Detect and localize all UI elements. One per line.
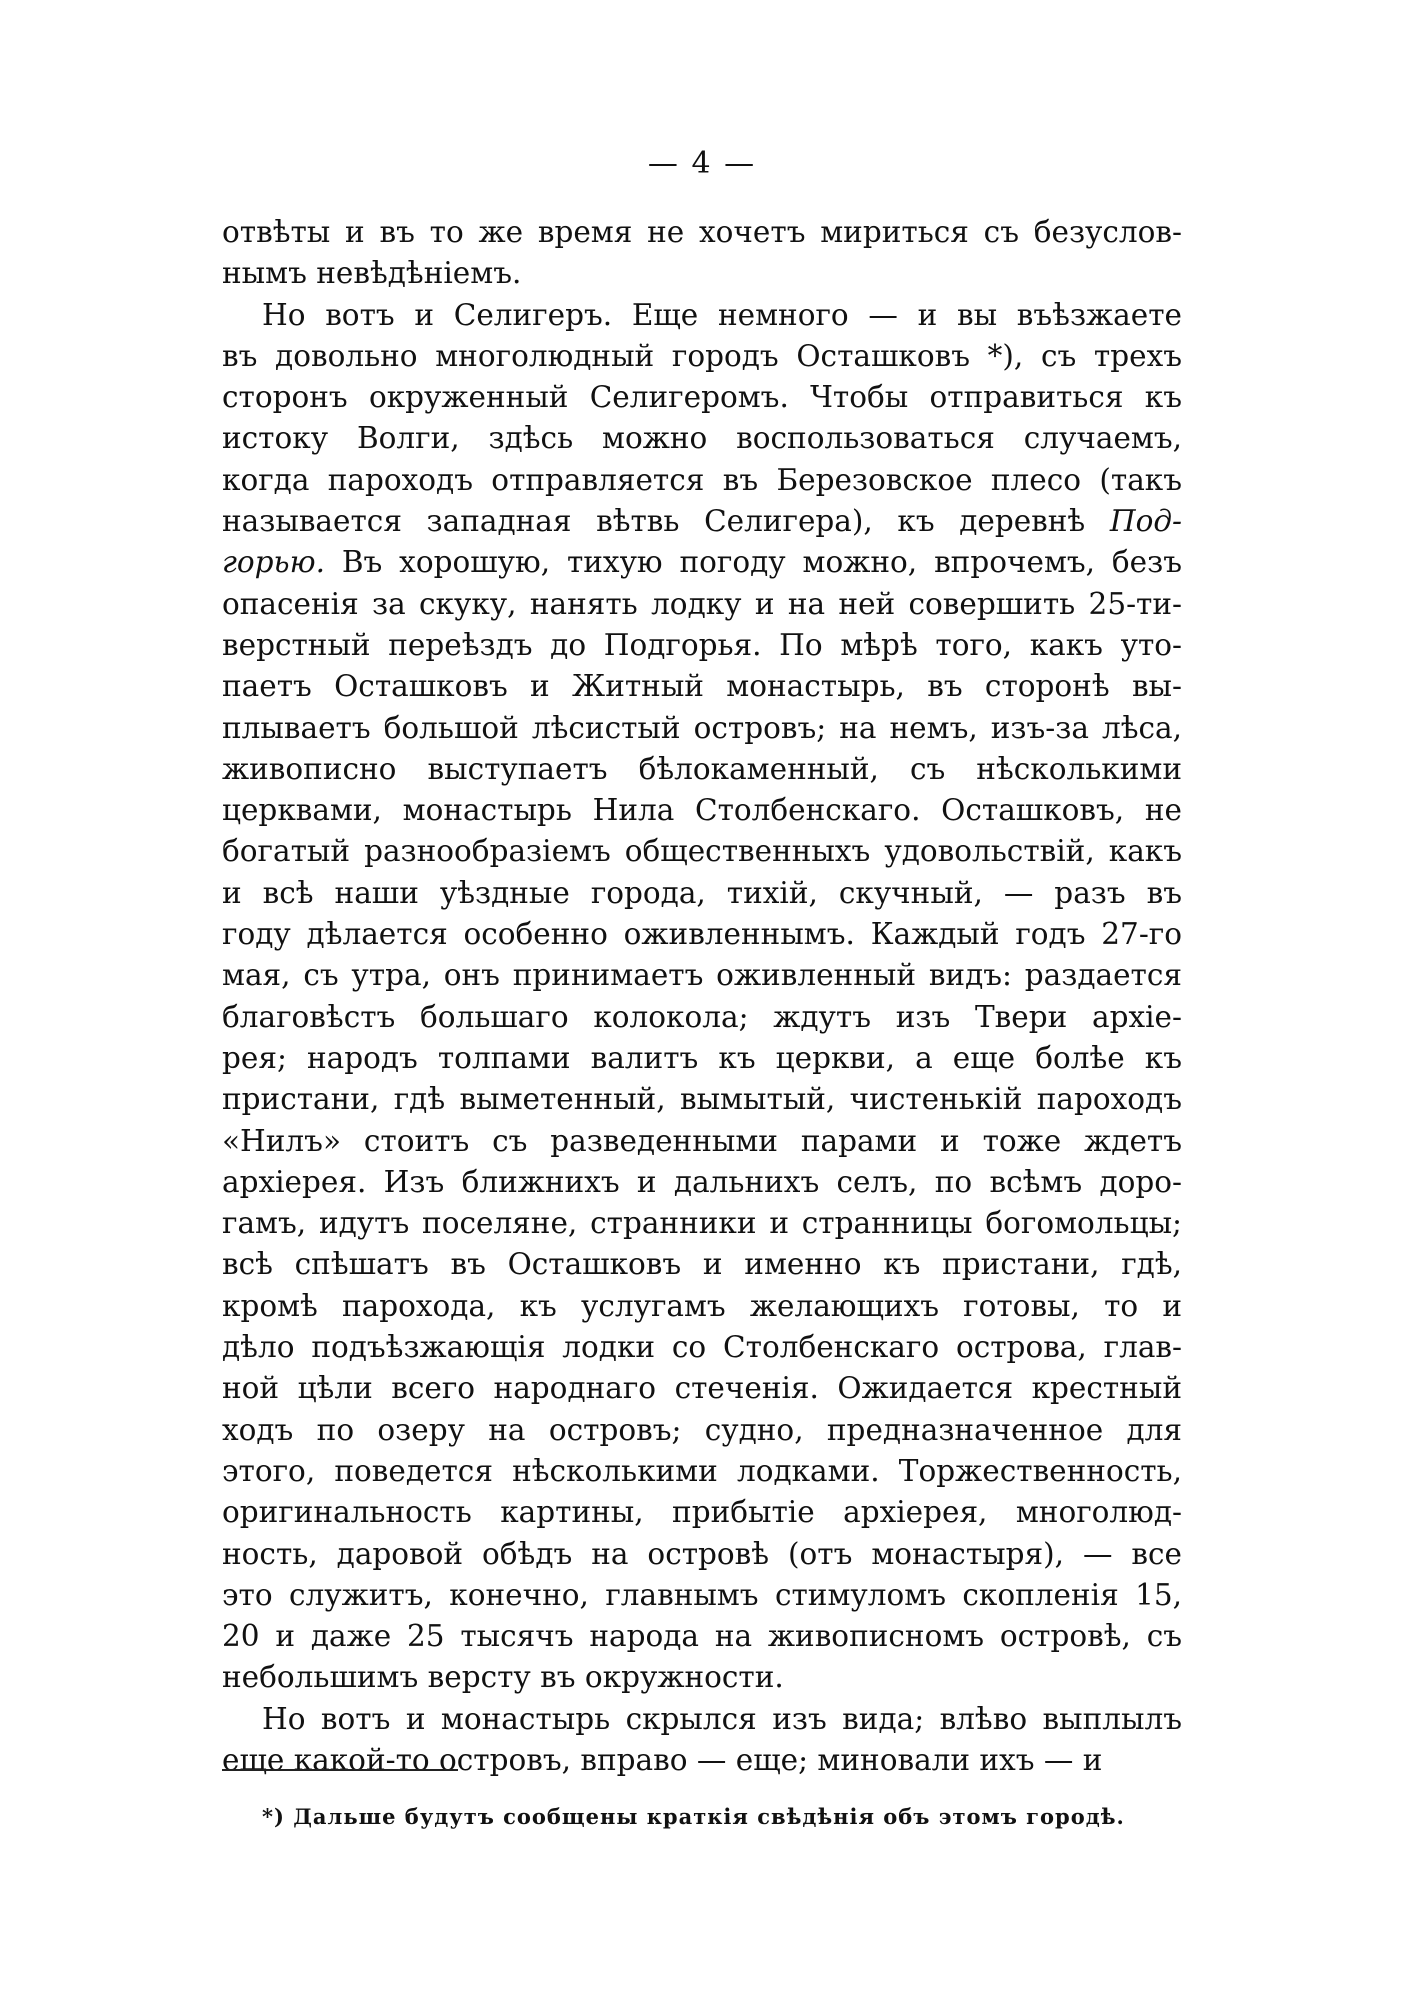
text-line: нымъ невѣдѣніемъ. xyxy=(222,256,522,291)
text-line: и всѣ наши уѣздные города, тихій, скучный, — разъ въ xyxy=(222,875,1182,910)
paragraph xyxy=(222,212,1182,295)
text-line: это служитъ, конечно, главнымъ стимуломъ скопленія 15, xyxy=(222,1577,1182,1612)
text-line: Но вотъ и Селигеръ. Еще немного — и вы въѣзжаете xyxy=(262,297,1182,332)
text-line: ной цѣли всего народнаго стеченія. Ожидается крестный xyxy=(222,1371,1182,1406)
page-number: — 4 — xyxy=(647,146,757,181)
text-line: рея; народъ толпами валитъ къ церкви, а еще болѣе къ xyxy=(222,1040,1182,1075)
text-line: паетъ Осташковъ и Житный монастырь, въ сторонѣ вы- xyxy=(222,669,1182,704)
text-line: году дѣлается особенно оживленнымъ. Каждый годъ 27-го xyxy=(222,917,1182,952)
body-text xyxy=(222,212,1182,1781)
text-line: пристани, гдѣ выметенный, вымытый, чистенькій пароходъ xyxy=(222,1082,1182,1117)
text-line: богатый разнообразіемъ общественныхъ удовольствій, какъ xyxy=(222,834,1182,869)
text-line: сторонъ окруженный Селигеромъ. Чтобы отправиться къ xyxy=(222,380,1182,415)
text-line: истоку Волги, здѣсь можно воспользоваться случаемъ, xyxy=(222,421,1182,456)
text-line: кромѣ парохода, къ услугамъ желающихъ готовы, то и xyxy=(222,1288,1182,1323)
footnote-divider xyxy=(222,1769,458,1771)
text-line: горью. Въ хорошую, тихую погоду можно, впрочемъ, безъ xyxy=(222,545,1182,580)
text-line: «Нилъ» стоитъ съ разведенными парами и тоже ждетъ xyxy=(222,1123,1182,1158)
text-line: въ довольно многолюдный городъ Осташковъ *), съ трехъ xyxy=(222,338,1182,373)
text-line: всѣ спѣшатъ въ Осташковъ и именно къ пристани, гдѣ, xyxy=(222,1247,1182,1282)
text-line: верстный переѣздъ до Подгорья. По мѣрѣ того, какъ уто- xyxy=(222,627,1182,662)
paragraph xyxy=(222,295,1182,1699)
text-line: ходъ по озеру на островъ; судно, предназначенное для xyxy=(222,1412,1182,1447)
text-line: оригинальность картины, прибытіе архіерея, многолюд- xyxy=(222,1495,1182,1530)
text-line: опасенія за скуку, нанять лодку и на ней совершить 25-ти- xyxy=(222,586,1182,621)
text-line: Но вотъ и монастырь скрылся изъ вида; влѣво выплылъ xyxy=(262,1701,1182,1736)
text-line: 20 и даже 25 тысячъ народа на живописномъ островѣ, съ xyxy=(222,1619,1182,1654)
text-line: мая, съ утра, онъ принимаетъ оживленный видъ: раздается xyxy=(222,958,1182,993)
text-line: церквами, монастырь Нила Столбенскаго. Осташковъ, не xyxy=(222,793,1182,828)
text-line: гамъ, идутъ поселяне, странники и странницы богомольцы; xyxy=(222,1206,1182,1241)
footnote: *) Дальше будутъ сообщены краткія свѣдѣнія объ этомъ городѣ. xyxy=(262,1804,1125,1829)
text-line: плываетъ большой лѣсистый островъ; на немъ, изъ-за лѣса, xyxy=(222,710,1182,745)
text-line: отвѣты и въ то же время не хочетъ мириться съ безуслов- xyxy=(222,215,1182,249)
text-line: живописно выступаетъ бѣлокаменный, съ нѣсколькими xyxy=(222,751,1182,786)
text-line: небольшимъ версту въ окружности. xyxy=(222,1660,784,1695)
text-line: ность, даровой обѣдъ на островѣ (отъ монастыря), — все xyxy=(222,1536,1182,1571)
text-line: когда пароходъ отправляется въ Березовское плесо (такъ xyxy=(222,462,1182,497)
text-line: дѣло подъѣзжающія лодки со Столбенскаго острова, глав- xyxy=(222,1330,1182,1365)
text-line: архіерея. Изъ ближнихъ и дальнихъ селъ, по всѣмъ доро- xyxy=(222,1164,1182,1199)
text-line: еще какой-то островъ, вправо — еще; миновали ихъ — и xyxy=(222,1742,1103,1777)
text-line: называется западная вѣтвь Селигера), къ деревнѣ Под- xyxy=(222,504,1182,539)
text-line: этого, поведется нѣсколькими лодками. Торжественность, xyxy=(222,1453,1182,1488)
text-line: благовѣстъ большаго колокола; ждутъ изъ Твери архіе- xyxy=(222,999,1182,1034)
